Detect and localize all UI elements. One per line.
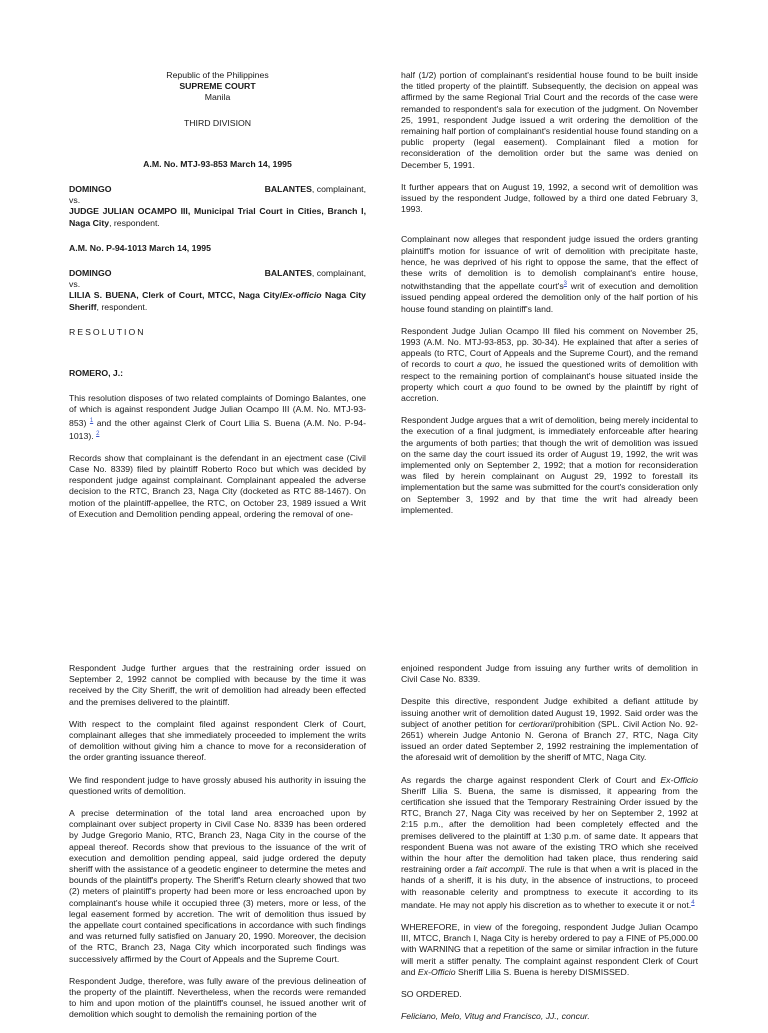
case1-party1-first: DOMINGO	[69, 184, 112, 195]
paragraph-11: A precise determination of the total land area encroached upon by complainant over subject property in Civil Case No. 8339 has been ordered by Judge Gregorio Manio, RTC, Branch 23, Naga City in the course of the appeal thereof. Records show that previous to the issuance of the writ of execution and demolition pending appeal, said judge ordered the deputy sheriff with the assistance of a geodetic engineer to determine the metes and bounds of the plaintiff's property. The Sheriff's Return clearly showed that two (2) meters of plaintiff's property had been more or less encroached upon by complainant's house while it occupied three (3) meters, more or less, of the legal easement formed by accretion. The writ of demolition thus issued by the appellate court contained specifications in accordance with such findings and was returned fully satisfied on January 20, 1990. Moreover, the decision of the RTC, Branch 23, Naga City which incorporated such findings was successively affirmed by the Court of Appeals and the Supreme Court.	[69, 808, 366, 964]
footnote-link-3[interactable]: 3	[563, 281, 568, 288]
case1-respondent	[69, 206, 366, 228]
paragraph-18: Feliciano, Melo, Vitug and Francisco, JJ., concur.	[401, 1011, 590, 1022]
paragraph-4: It further appears that on August 19, 1992, a second writ of demolition was issued by the respondent Judge, followed by a third one dated February 3, 1993.	[401, 181, 698, 215]
column-bottom-right	[401, 663, 698, 1033]
case1-party1-role: , complainant,	[311, 184, 366, 195]
case2-party1-first: DOMINGO	[69, 268, 112, 279]
paragraph-9: With respect to the complaint filed against respondent Clerk of Court, complainant alleges that she immediately proceeded to implement the writs of demolition without giving him a chance to move for a reconsideration of the order granting issuance thereof.	[69, 718, 366, 763]
footnote-link-2[interactable]: 2	[96, 430, 100, 437]
case1-number: A.M. No. MTJ-93-853 March 14, 1995	[143, 158, 292, 169]
column-top-right	[401, 70, 698, 527]
footnote-link-4[interactable]: 4	[691, 899, 695, 906]
paragraph-15: As regards the charge against respondent Clerk of Court and Ex-Officio Sheriff Lilia S. Buena, the same is dismissed, it appearing from the certification she issued that the Temporary Restraining Order issued by the RTC, Branch 27, Naga City was received by her on September 2, 1992 at 2:15 p.m., after the demolition had been completely effected and the premises delivered to the plaintiff at 1:30 p.m. of same date. It appears that respondent Buena was not aware of the existing TRO which she received within the hour after the demolition had taken place, thus rendering said restraining order a fait accompli. The rule is that when a writ is placed in the hands of a sheriff, it is his duty, in the absence of instructions, to proceed with reasonable celerity and promptness to execute it according to its mandate. He may not apply his discretion as to whether to execute it or not.$^4$	[401, 774, 698, 910]
case1-party1-last: BALANTES	[264, 184, 312, 195]
case2-respondent	[69, 290, 366, 312]
paragraph-17: SO ORDERED.	[401, 988, 462, 999]
case2-party2-a: LILIA S. BUENA, Clerk of Court, MTCC, Naga City/	[69, 290, 283, 301]
header-court: SUPREME COURT	[179, 81, 256, 92]
case2-number: A.M. No. P-94-1013 March 14, 1995	[69, 242, 211, 253]
case2-party2-c: Naga City Sheriff	[69, 290, 367, 312]
paragraph-13: enjoined respondent Judge from issuing any further writs of demolition in Civil Case No. 8339.	[401, 663, 698, 685]
case2-party1-last: BALANTES	[264, 268, 312, 279]
case1-party2-role: , respondent.	[109, 217, 160, 228]
resolution-heading: RESOLUTION	[69, 326, 146, 337]
column-top-left	[69, 70, 366, 531]
case2-vs: vs.	[69, 279, 81, 290]
paragraph-12: Respondent Judge, therefore, was fully aware of the previous delineation of the property of the plaintiff. Nevertheless, when the records were remanded to him and upon motion of the plaintiff's counsel, he issued another writ of demolition which sought to demolish the remaining portion of the	[69, 975, 366, 1020]
paragraph-7: Respondent Judge argues that a writ of demolition, being merely incidental to the execution of a final judgment, is immediately enforceable after hearing the arguments of both parties; that though the writ of demolition was issued on the same day the court issued its order of August 19, 1992, the writ was implemented only on September 2, 1992; that a motion for reconsideration was filed by herein complainant on August 29, 1992 to forestall its implementation but the same was submitted for the court's consideration only on September 3, 1992 and by that time the writ had already been implemented.	[401, 415, 698, 515]
header-republic: Republic of the Philippines	[166, 70, 269, 80]
paragraph-2: Records show that complainant is the defendant in an ejectment case (Civil Case No. 8339) filed by plaintiff Roberto Roco but which was decided by respondent judge against complainant. Complainant appealed the adverse decision to the RTC, Branch 23, Naga City (docketed as RTC 88-1467). On motion of the plaintiff-appellee, the RTC, on October 23, 1989 issued a Writ of Execution and Demolition pending appeal, ordering the removal of one-	[69, 452, 366, 519]
paragraph-3: half (1/2) portion of complainant's residential house found to be built inside the titled property of the plaintiff. Subsequently, the decision on appeal was affirmed by the same Regional Trial Court and the records of the case were remanded to respondent's sala for execution of the judgment. On November 25, 1991, respondent Judge issued a writ ordering the demolition of the remaining half portion of complainant's residential house found standing on a public property (legal easement). Complainant filed a motion for reconsideration of the demolition order but the same was denied on December 5, 1991.	[401, 70, 698, 170]
case1-vs: vs.	[69, 195, 81, 206]
case2-party2-role: , respondent.	[96, 301, 148, 312]
case2-party2-b: Ex-officio	[282, 290, 322, 301]
case2-party1-role: , complainant,	[311, 268, 366, 279]
footnote-link-1[interactable]: 1	[89, 417, 94, 424]
paragraph-10: We find respondent judge to have grossly abused his authority in issuing the questioned writs of demolition.	[69, 774, 366, 796]
column-bottom-left	[69, 663, 366, 1032]
header-city: Manila	[204, 92, 231, 103]
case1-party2: JUDGE JULIAN OCAMPO III, Municipal Trial Court in Cities, Branch I, Naga City	[69, 206, 366, 228]
paragraph-8: Respondent Judge further argues that the restraining order issued on September 2, 1992 cannot be complied with because by the time it was received by the City Sheriff, the writ of demolition had already been effected and the premises delivered to the plaintiff.	[69, 663, 366, 707]
paragraph-1: This resolution disposes of two related complaints of Domingo Balantes, one of which is against respondent Judge Julian Ocampo III (A.M. No. MTJ-93-853) $^1$ and the other against Clerk of Court Lilia S. Buena (A.M. No. P-94-1013). $^2$	[69, 393, 366, 441]
paragraph-6: Respondent Judge Julian Ocampo III filed his comment on November 25, 1993 (A.M. No. MTJ-93-853, pp. 30-34). He explained that after a series of appeals (to RTC, Court of Appeals and the Supreme Court), and the remand of records to court a quo, he issued the questioned writs of demolition with respect to the remaining portion of complainant's house situated inside the property which court a quo found to be owned by the plaintiff by right of accretion.	[401, 325, 698, 403]
paragraph-16: WHEREFORE, in view of the foregoing, respondent Judge Julian Ocampo III, MTCC, Branch I, Naga City is hereby ordered to pay a FINE of P5,000.00 with WARNING that a repetition of the same or similar infraction in the future will merit a stiffer penalty. The complaint against respondent Clerk of Court and Ex-Officio Sheriff Lilia S. Buena is hereby DISMISSED.	[401, 921, 698, 977]
paragraph-5: Complainant now alleges that respondent judge issued the orders granting plaintiff's motion for issuance of writ of demolition with precipitate haste, hence, he was deprived of his right to oppose the same, that the effect of these writs of demolition is to demolish complainant's entire house, notwithstanding that the appellate court's$^3$ writ of execution and demolition issued pending appeal ordered the demolition only of the half portion of his house found standing on plaintiff's land.	[401, 234, 698, 314]
case1-complainant-line	[69, 184, 366, 195]
case2-complainant-line	[69, 268, 366, 279]
paragraph-14: Despite this directive, respondent Judge exhibited a defiant attitude by issuing another writ of demolition dated August 19, 1992. Said order was the subject of another petition for certiorari/prohibition (SPL. Civil Action No. 92-2651) wherein Judge Antonio N. Gerona of Branch 27, RTC, Naga City issued an order dated September 2, 1992 restraining the implementation of the aforesaid writ of demolition by the sheriff of MTC, Naga City.	[401, 696, 698, 763]
ponente: ROMERO, J.:	[69, 368, 124, 379]
header-division: THIRD DIVISION	[183, 117, 252, 128]
